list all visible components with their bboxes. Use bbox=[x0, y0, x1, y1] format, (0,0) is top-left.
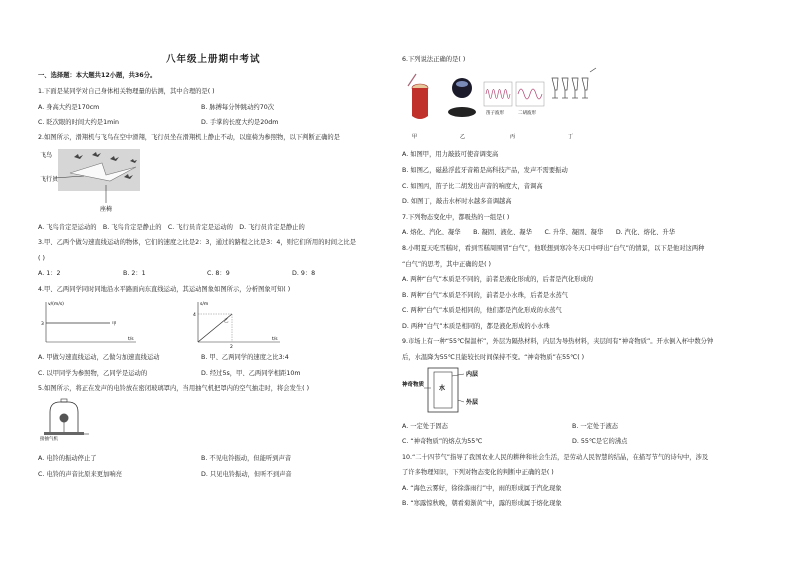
q6-option-b: B. 如图乙，磁悬浮蓝牙音箱是高科技产品，发声不需要振动 bbox=[402, 167, 568, 174]
q5-option-c: C. 电铃的声音比原来更加响亮 bbox=[38, 471, 122, 478]
q5-option-b: B. 不见电铃振动，但能听到声音 bbox=[201, 455, 292, 462]
q4-fig2-yaxis: s/m bbox=[200, 302, 209, 307]
q4-stem: 4.甲、乙两同学同时同地沿水平路面向东直线运动，其运动图象如图所示，分析图象可知( ) bbox=[38, 286, 291, 293]
q8-option-d: D. 两种“白气”本质是相同的，都是液化形成的小水珠 bbox=[402, 323, 550, 330]
q6-label-jia: 甲 bbox=[412, 134, 418, 140]
q9-label-inner: 内层 bbox=[466, 371, 479, 378]
q9-option-b: B. 一定处于液态 bbox=[572, 423, 619, 430]
q9-option-a: A. 一定处于固态 bbox=[402, 423, 448, 430]
q4-fig2-series: 乙 bbox=[224, 319, 229, 324]
q5-bell-jar-figure bbox=[40, 398, 90, 440]
q9-label-outer: 外层 bbox=[466, 399, 479, 406]
q9-option-d: D. 55℃是它的沸点 bbox=[572, 438, 628, 445]
q6-label-ding: 丁 bbox=[568, 134, 574, 140]
q4-fig1-yaxis: v/(m/s) bbox=[48, 302, 64, 307]
q8-option-b: B. 两种“白气”本质是不同的，前者是小水珠，后者是水蒸气 bbox=[402, 292, 568, 299]
q1-option-b: B. 脉搏每分钟跳动约70次 bbox=[201, 104, 275, 111]
q9-label-water: 水 bbox=[439, 385, 446, 392]
q4-fig1-xaxis: t/s bbox=[128, 337, 134, 342]
q3-option-b: B. 2：1 bbox=[123, 270, 146, 277]
q4-fig1-series: 甲 bbox=[112, 322, 117, 327]
q3-option-a: A. 1：2 bbox=[38, 270, 61, 277]
q4-fig2-value: 4 bbox=[193, 313, 196, 318]
q10-stem-1: 10.“二十四节气”指导了我国农业人民的耕种和社会生活，是劳动人民智慧的结晶，在描写节气的诗句中，涉及 bbox=[402, 454, 709, 461]
q8-option-c: C. 两种“白气”本质是相同的，他们都是汽化形成的水蒸气 bbox=[402, 307, 562, 314]
q9-option-c: C. “神奇物质”的熔点为55℃ bbox=[402, 438, 483, 445]
q8-option-a: A. 两种“白气”本质是不同的，前者是液化形成的，后者是汽化形成的 bbox=[402, 276, 594, 283]
q5-option-d: D. 只见电铃振动，但听不到声音 bbox=[201, 471, 292, 478]
q3-stem: 3.甲、乙两个做匀速直线运动的物体，它们的速度之比是2：3，通过的路程之比是3：4，则它们所用的时间之比是 bbox=[38, 239, 356, 246]
q2-glider-figure bbox=[40, 147, 140, 215]
q6-label-bing: 丙 bbox=[510, 134, 516, 140]
q6-figures bbox=[402, 66, 612, 144]
q6-option-d: D. 如图丁，敲击水杯时水越多音调越高 bbox=[402, 198, 512, 205]
q2-stem: 2.如图所示，滑翔机与飞鸟在空中滑翔，飞行员坐在滑翔机上静止不动，以座椅为参照物，以下判断正确的是 bbox=[38, 134, 340, 141]
q4-option-b: B. 甲、乙两同学的速度之比3:4 bbox=[201, 354, 289, 361]
q4-velocity-graph bbox=[40, 298, 140, 346]
q5-stem: 5.如图所示，将正在发声的电铃放在密闭玻璃罩内，当用抽气机把罩内的空气抽走时，将会发生( ) bbox=[38, 385, 310, 392]
q6-label-yi: 乙 bbox=[460, 134, 466, 140]
q9-thermos-figure bbox=[402, 366, 492, 416]
q9-stem-1: 9.市场上有一种“55℃保温杯”，外层为隔热材料，内层为导热材料，夹层间有“神奇物质”。开水倒入杯中数分钟 bbox=[402, 338, 714, 345]
q10-stem-2: 了许多物理知识，下列对物态变化的判断中正确的是( ) bbox=[402, 469, 554, 476]
q4-option-c: C. 以甲同学为参照物，乙同学是运动的 bbox=[38, 370, 148, 377]
q10-option-b: B. “寒露惊秋晚，朝看菊渐黄”中，露的形成属于熔化现象 bbox=[402, 500, 562, 507]
q4-fig2-xvalue: 2 bbox=[230, 345, 233, 350]
q8-stem-2: “白气”的思考，其中正确的是( ) bbox=[402, 261, 492, 268]
q6-stem: 6.下列说法正确的是( ) bbox=[402, 56, 466, 63]
q7-stem: 7.下列物态变化中，都吸热的一组是( ) bbox=[402, 214, 510, 221]
page-title: 八年级上册期中考试 bbox=[166, 54, 261, 65]
q6-option-a: A. 如图甲，用力敲鼓可使音调变高 bbox=[402, 151, 499, 158]
q2-options: A. 飞鸟肯定是运动的 B. 飞鸟肯定是静止的 C. 飞行员肯定是运动的 D. 飞行员肯定是静止的 bbox=[38, 224, 305, 231]
q4-fig1-value: 3 bbox=[41, 322, 44, 327]
q10-option-a: A. “海色云雾好，徐徐落雨行”中，雨的形成属于汽化现象 bbox=[402, 485, 562, 492]
q2-label-bird: 飞鸟 bbox=[40, 152, 53, 159]
q1-option-d: D. 手掌的长度大约是20dm bbox=[201, 119, 279, 126]
section-heading: 一、选择题：本大题共12小题，共36分。 bbox=[38, 72, 157, 79]
q4-distance-graph bbox=[188, 298, 288, 350]
q3-option-c: C. 8：9 bbox=[207, 270, 230, 277]
q3-paren: ( ) bbox=[38, 255, 45, 262]
q4-option-d: D. 经过5s，甲、乙两同学相距10m bbox=[201, 370, 301, 377]
q2-label-seat: 座椅 bbox=[100, 206, 113, 213]
q2-label-pilot: 飞行员 bbox=[40, 176, 59, 183]
q8-stem-1: 8.小明夏天吃雪糕时，看到雪糕周围冒“白气”，他联想到寒冷冬天口中呼出“白气”的情景，以下是他对这两种 bbox=[402, 245, 705, 252]
q5-option-a: A. 电铃的振动停止了 bbox=[38, 455, 97, 462]
q6-option-c: C. 如图丙，笛子比二胡发出声音的响度大，音调高 bbox=[402, 183, 543, 190]
q1-stem: 1.下面是某同学对自己身体相关物理量的估测，其中合理的是( ) bbox=[38, 88, 215, 95]
q3-option-d: D. 9：8 bbox=[292, 270, 316, 277]
q4-fig2-xaxis: t/s bbox=[272, 337, 278, 342]
q6-label-flute-wave: 笛子波形 bbox=[486, 111, 504, 116]
q6-label-erhu-wave: 二胡波形 bbox=[518, 111, 536, 116]
q1-option-c: C. 眨次眼的时间大约是1min bbox=[38, 119, 119, 126]
q4-option-a: A. 甲做匀速直线运动，乙做匀加速直线运动 bbox=[38, 354, 160, 361]
q1-option-a: A. 身高大约是170cm bbox=[38, 104, 100, 111]
q7-options: A. 熔化、汽化、凝华 B. 凝固、液化、凝华 C. 升华、凝固、凝华 D. 汽化、熔化、升华 bbox=[402, 229, 676, 236]
q9-stem-2: 后，水温降为55℃且能较长时间保持不变。“神奇物质”在55℃( ) bbox=[402, 354, 585, 361]
q5-label-pump: 接抽气机 bbox=[40, 437, 58, 442]
q9-label-magic: 神奇物质 bbox=[402, 382, 425, 388]
